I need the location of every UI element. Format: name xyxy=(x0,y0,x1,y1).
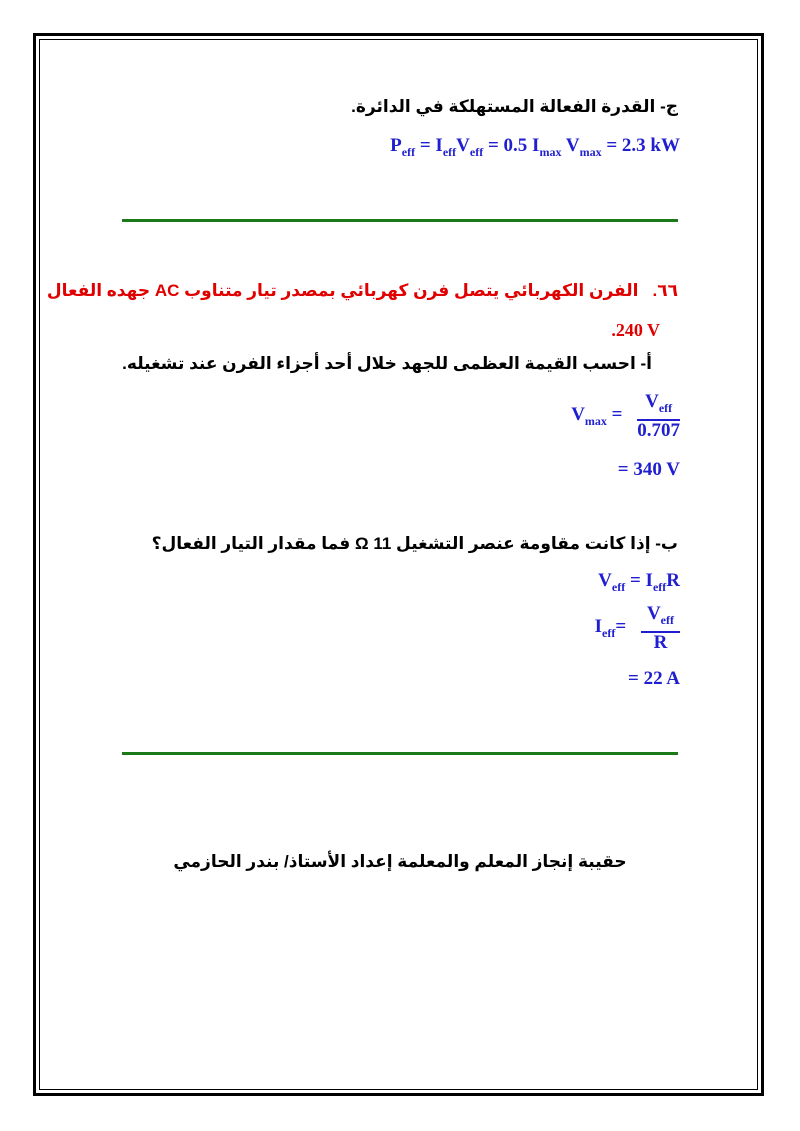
problem-66-value: .240 V xyxy=(611,320,660,340)
problem-text: الفرن الكهربائي يتصل فرن كهربائي بمصدر تيار متناوب AC جهده الفعال xyxy=(46,281,639,300)
part-b-question: ب- إذا كانت مقاومة عنصر التشغيل 11 Ω فما مقدار التيار الفعال؟ xyxy=(151,534,678,553)
part-c-equation: $P_{eff} = I_{eff}V_{eff} = 0.5$ $I_{max}$ $V_{max} = 2.3$ kW xyxy=(390,135,680,159)
page-border-inner xyxy=(39,39,758,1090)
part-b-fraction: $\frac{V_{eff}}{R}$ xyxy=(641,604,680,653)
part-b-result: = 22 A xyxy=(628,668,680,689)
page-footer: حقيبة إنجاز المعلم والمعلمة إعداد الأستاذ/ بندر الحازمي xyxy=(173,852,627,871)
part-b-equation-1: $V_{eff} = I_{eff}R$ xyxy=(598,570,680,594)
problem-66-statement xyxy=(47,281,678,301)
part-b-equation-2: $I_{eff}=$ $\frac{V_{eff}}{R}$ xyxy=(595,604,680,653)
part-c-question: ج- القدرة الفعالة المستهلكة في الدائرة. xyxy=(351,97,678,116)
section-divider-top xyxy=(122,219,678,222)
section-divider-bottom xyxy=(122,752,678,755)
problem-number: ٦٦. xyxy=(652,281,678,300)
part-a-result: = 340 V xyxy=(617,459,680,480)
part-a-fraction: $\frac{V_{eff}}{0.707}$ xyxy=(637,391,680,441)
part-a-equation: $V_{max}$ = $\frac{V_{eff}}{0.707}$ xyxy=(571,391,680,441)
part-a-question: أ- احسب القيمة العظمى للجهد خلال أحد أجزاء الفرن عند تشغيله. xyxy=(122,354,652,373)
